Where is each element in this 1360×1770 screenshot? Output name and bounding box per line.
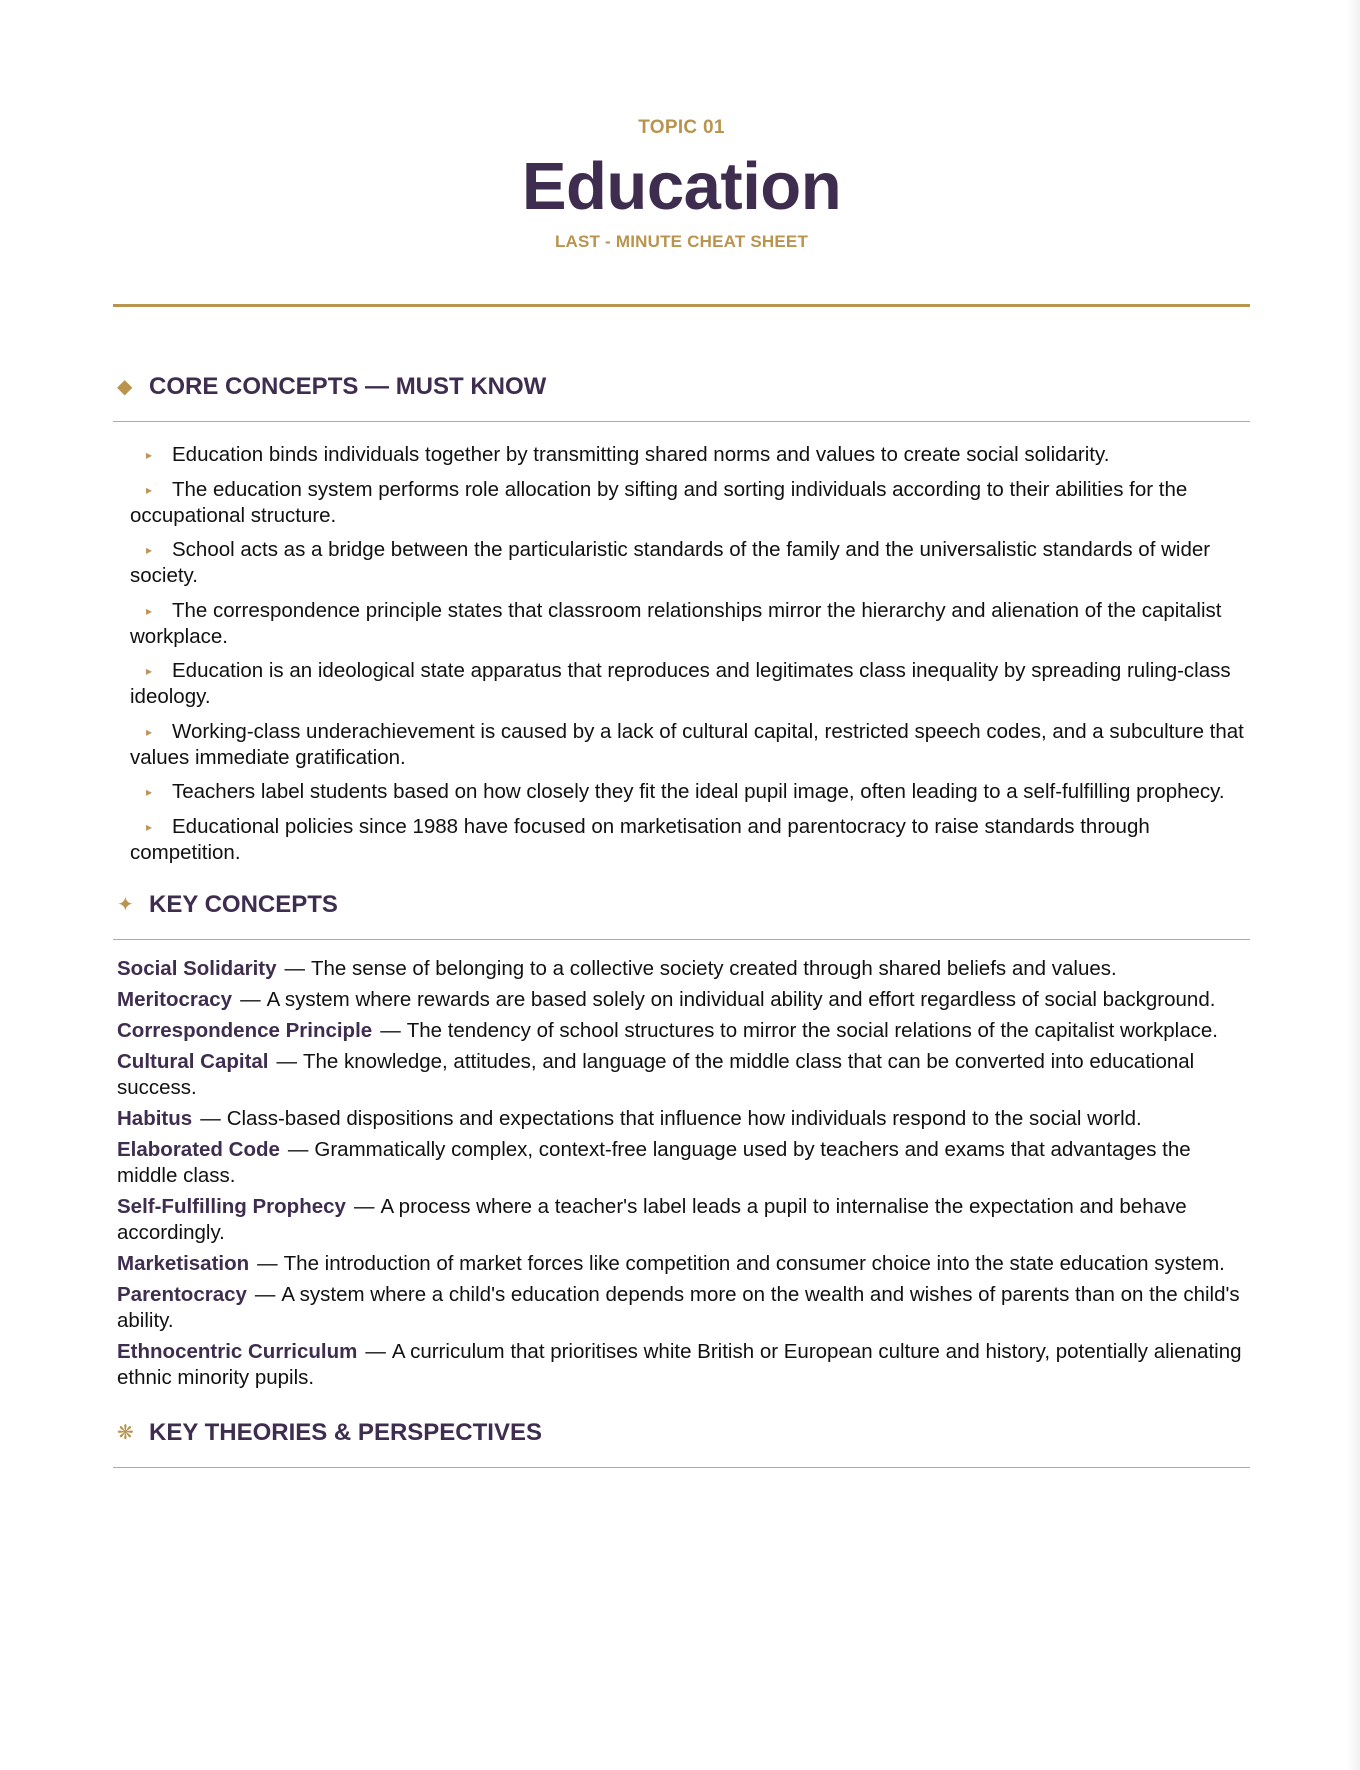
list-item-text: Education binds individuals together by transmitting shared norms and values to create social solidarity.: [172, 443, 1110, 466]
em-dash: —: [284, 956, 305, 980]
glossary-entry: [117, 987, 1250, 1013]
list-item-text: The education system performs role allocation by sifting and sorting individuals according to their abilities for the occupational structure.: [130, 477, 1188, 527]
glossary-entry: [117, 956, 1250, 982]
key-theories-section: [113, 1419, 1250, 1468]
em-dash: —: [365, 1339, 386, 1363]
em-dash: —: [254, 1282, 276, 1306]
glossary-list: [113, 956, 1250, 1391]
em-dash: —: [200, 1106, 221, 1130]
glossary-definition: The sense of belonging to a collective society created through shared beliefs and values.: [311, 956, 1117, 980]
section-divider: [113, 421, 1250, 422]
section-title: KEY THEORIES & PERSPECTIVES: [149, 1418, 542, 1446]
em-dash: —: [257, 1251, 278, 1275]
core-concepts-list: [113, 442, 1250, 866]
cheat-sheet-page: [113, 0, 1250, 1468]
em-dash: —: [276, 1049, 297, 1073]
glossary-entry: [117, 1194, 1250, 1246]
page-header: [113, 0, 1250, 307]
triangle-bullet-icon: ▸: [146, 664, 153, 678]
section-heading: [113, 891, 1250, 919]
header-divider: [113, 304, 1250, 307]
glossary-term: Meritocracy: [117, 987, 233, 1011]
page-title: Education: [521, 149, 842, 224]
glossary-definition: A system where rewards are based solely on individual ability and effort regardless of social background.: [266, 987, 1216, 1011]
glossary-entry: [117, 1282, 1250, 1334]
glossary-definition: A system where a child's education depends more on the wealth and wishes of parents than on the child's ability.: [117, 1282, 1240, 1332]
em-dash: —: [240, 987, 261, 1011]
page-subtitle: LAST - MINUTE CHEAT SHEET: [554, 232, 809, 251]
key-concepts-section: [113, 891, 1250, 1391]
asterisk-flower-icon: ❋: [117, 1421, 134, 1444]
topic-label: TOPIC 01: [638, 117, 725, 138]
glossary-entry: [117, 1018, 1250, 1044]
list-item-text: Teachers label students based on how closely they fit the ideal pupil image, often leading to a self-fulfilling prophecy.: [172, 780, 1225, 803]
glossary-entry: [117, 1251, 1250, 1277]
triangle-bullet-icon: ▸: [146, 724, 153, 739]
glossary-definition: The knowledge, attitudes, and language of the middle class that can be converted into educational success.: [117, 1049, 1195, 1099]
glossary-entry: [117, 1049, 1250, 1101]
section-divider: [113, 1467, 1250, 1468]
page-edge-shadow: [1346, 0, 1360, 1770]
glossary-term: Correspondence Principle: [117, 1018, 373, 1042]
em-dash: —: [353, 1194, 375, 1218]
list-item: [113, 477, 1250, 529]
list-item: [113, 719, 1250, 771]
glossary-definition: Grammatically complex, context-free language used by teachers and exams that advantages the middle class.: [117, 1137, 1191, 1187]
glossary-definition: Class-based dispositions and expectations that influence how individuals respond to the social world.: [226, 1106, 1142, 1130]
sparkle-icon: ✦: [117, 893, 134, 916]
list-item-text: School acts as a bridge between the particularistic standards of the family and the universalistic standards of wider society.: [130, 538, 1211, 587]
list-item: [113, 537, 1250, 589]
em-dash: —: [380, 1018, 401, 1042]
triangle-bullet-icon: ▸: [146, 785, 153, 799]
glossary-term: Elaborated Code: [117, 1137, 280, 1161]
glossary-definition: The introduction of market forces like competition and consumer choice into the state education system.: [283, 1251, 1225, 1275]
triangle-bullet-icon: ▸: [146, 603, 153, 618]
section-divider: [113, 939, 1250, 940]
glossary-entry: [117, 1106, 1250, 1132]
section-heading: [113, 1419, 1250, 1447]
triangle-bullet-icon: ▸: [146, 448, 153, 462]
glossary-term: Self-Fulfilling Prophecy: [117, 1194, 346, 1218]
triangle-bullet-icon: ▸: [146, 482, 153, 497]
list-item-text: Educational policies since 1988 have focused on marketisation and parentocracy to raise standards through competition.: [130, 814, 1150, 864]
section-title: CORE CONCEPTS — MUST KNOW: [149, 373, 547, 400]
triangle-bullet-icon: ▸: [146, 543, 153, 557]
glossary-entry: [117, 1339, 1250, 1391]
list-item: [113, 658, 1250, 710]
list-item: [113, 814, 1250, 866]
list-item-text: The correspondence principle states that classroom relationships mirror the hierarchy and alienation of the capitalist workplace.: [130, 598, 1222, 648]
diamond-icon: ◆: [117, 376, 133, 398]
em-dash: —: [287, 1137, 309, 1161]
list-item-text: Working-class underachievement is caused by a lack of cultural capital, restricted speech codes, and a subculture that values immediate gratification.: [130, 719, 1244, 769]
glossary-term: Parentocracy: [117, 1282, 247, 1306]
glossary-term: Habitus: [117, 1106, 193, 1130]
list-item: [113, 442, 1250, 468]
glossary-definition: A process where a teacher's label leads a pupil to internalise the expectation and behave accordingly.: [117, 1194, 1187, 1244]
list-item-text: Education is an ideological state apparatus that reproduces and legitimates class inequality by spreading ruling-class ideology.: [130, 659, 1231, 708]
glossary-term: Cultural Capital: [117, 1049, 269, 1073]
glossary-term: Social Solidarity: [117, 956, 277, 980]
glossary-entry: [117, 1137, 1250, 1189]
section-title: KEY CONCEPTS: [149, 890, 338, 918]
glossary-term: Marketisation: [117, 1251, 250, 1275]
core-concepts-section: [113, 373, 1250, 866]
section-heading: [113, 373, 1250, 401]
glossary-term: Ethnocentric Curriculum: [117, 1339, 358, 1363]
list-item: [113, 598, 1250, 650]
triangle-bullet-icon: ▸: [146, 819, 153, 834]
list-item: [113, 779, 1250, 805]
glossary-definition: A curriculum that prioritises white British or European culture and history, potentially alienating ethnic minority pupils.: [117, 1339, 1242, 1389]
glossary-definition: The tendency of school structures to mirror the social relations of the capitalist workplace.: [406, 1018, 1218, 1042]
